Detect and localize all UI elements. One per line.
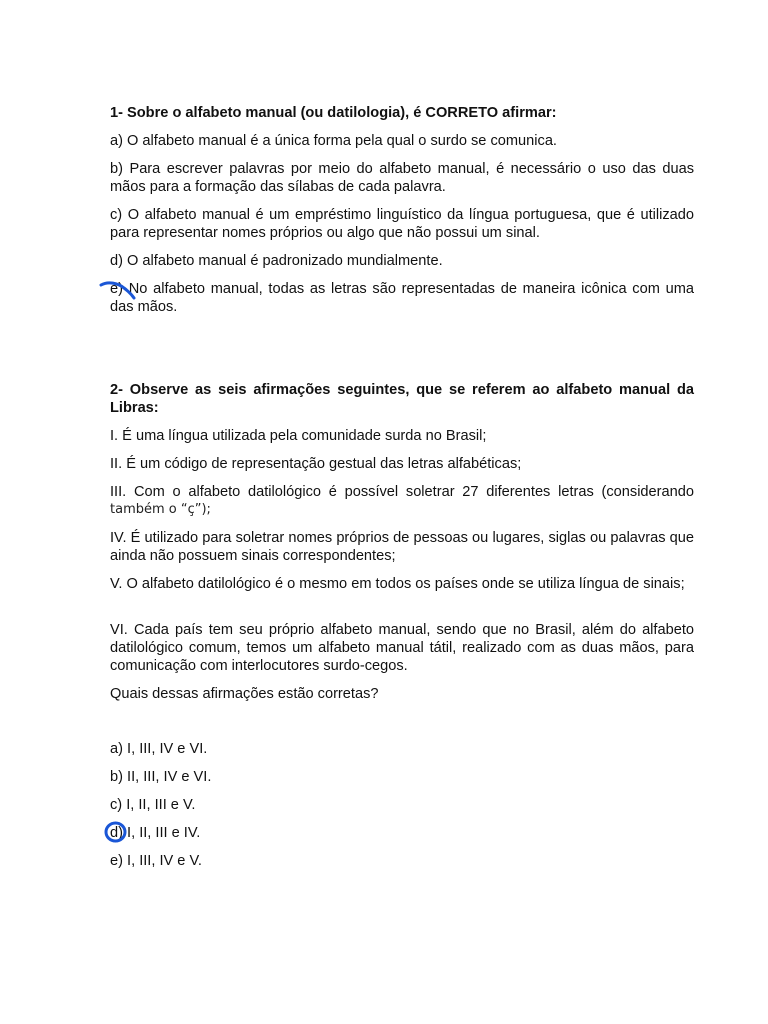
q2-statement-1: I. É uma língua utilizada pela comunidade surda no Brasil;	[110, 428, 487, 444]
document-page	[110, 0, 694, 1024]
q2-statement-3-line2: também o “ç”);	[110, 502, 211, 517]
q2-option-a: a) I, III, IV e VI.	[110, 741, 208, 757]
q2-option-b: b) II, III, IV e VI.	[110, 769, 212, 785]
q2-statement-4: IV. É utilizado para soletrar nomes próprios de pessoas ou lugares, siglas ou palavras que ainda não possuem sinais correspondentes;	[110, 530, 694, 564]
q2-statement-5: V. O alfabeto datilológico é o mesmo em todos os países onde se utiliza língua de sinais;	[110, 576, 685, 592]
q1-option-d: d) O alfabeto manual é padronizado mundialmente.	[110, 253, 443, 269]
q2-statement-3-line1: III. Com o alfabeto datilológico é possível soletrar 27 diferentes letras (considerando	[110, 484, 694, 500]
q2-option-d: d) I, II, III e IV.	[110, 825, 201, 841]
q2-statement-2: II. É um código de representação gestual das letras alfabéticas;	[110, 456, 522, 472]
q1-option-b: b) Para escrever palavras por meio do alfabeto manual, é necessário o uso das duas mãos para a formação das sílabas de cada palavra.	[110, 161, 694, 195]
q2-title: 2- Observe as seis afirmações seguintes, que se referem ao alfabeto manual da Libras:	[110, 382, 694, 416]
q2-statement-6: VI. Cada país tem seu próprio alfabeto manual, sendo que no Brasil, além do alfabeto datilológico comum, temos um alfabeto manual tátil, realizado com as duas mãos, para comunicação com interlocutores surdo-cegos.	[110, 622, 694, 674]
q1-option-c: c) O alfabeto manual é um empréstimo linguístico da língua portuguesa, que é utilizado para representar nomes próprios ou algo que não possui um sinal.	[110, 207, 694, 241]
q2-option-e: e) I, III, IV e V.	[110, 853, 202, 869]
q1-title: 1- Sobre o alfabeto manual (ou datilologia), é CORRETO afirmar:	[110, 105, 557, 121]
q2-question: Quais dessas afirmações estão corretas?	[110, 686, 379, 702]
q1-option-e: e) No alfabeto manual, todas as letras são representadas de maneira icônica com uma das mãos.	[110, 281, 694, 315]
q1-option-a: a) O alfabeto manual é a única forma pela qual o surdo se comunica.	[110, 133, 557, 149]
q2-option-c: c) I, II, III e V.	[110, 797, 196, 813]
